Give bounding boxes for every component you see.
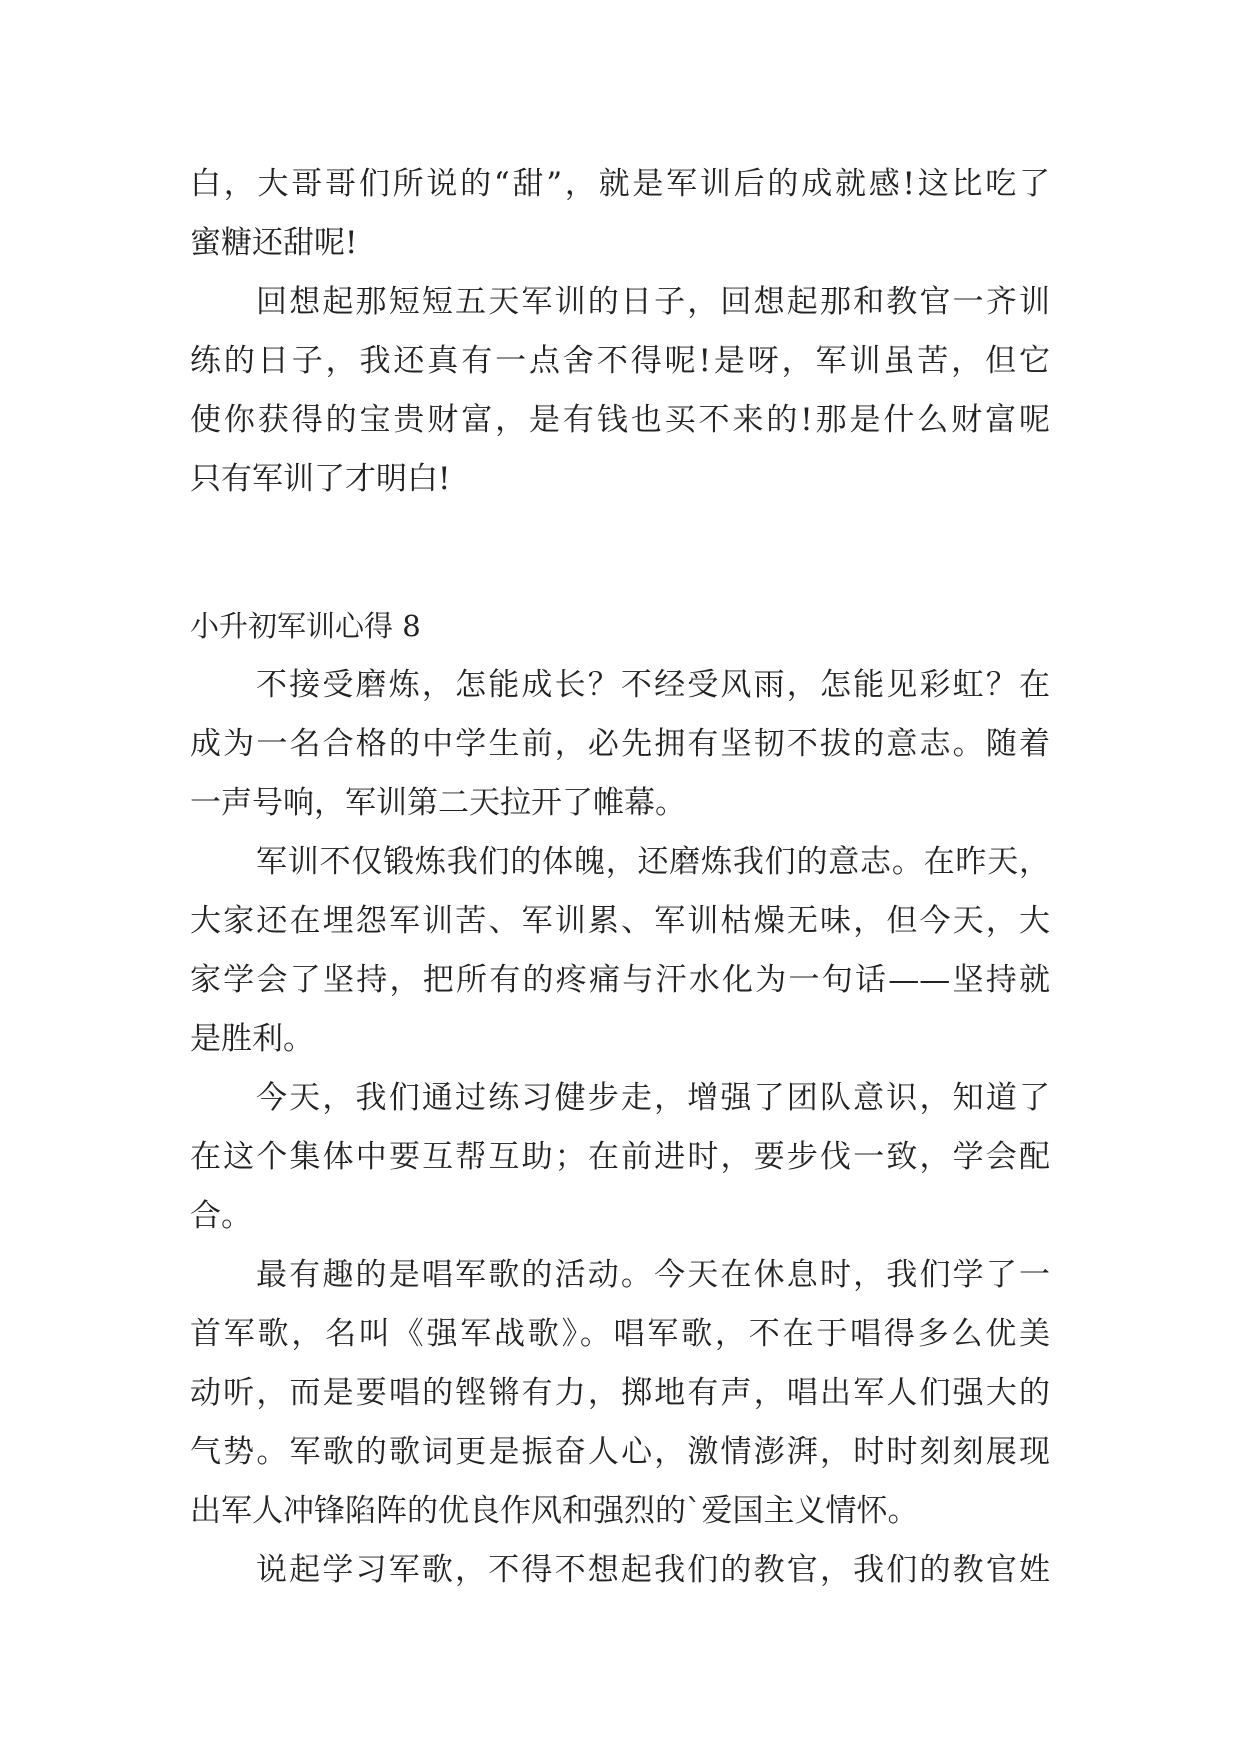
text-line: 说起学习军歌，不得不想起我们的教官，我们的教官姓 — [256, 1552, 1050, 1588]
paragraph — [190, 833, 1050, 1069]
text-line: 练的日子，我还真有一点舍不得呢!是呀，军训虽苦，但它 — [190, 343, 1050, 379]
paragraph — [190, 273, 1050, 509]
text-line: 首军歌，名叫《强军战歌》。唱军歌，不在于唱得多么优美 — [190, 1316, 1050, 1352]
text-line: 家学会了坚持，把所有的疼痛与汗水化为一句话——坚持就 — [190, 962, 1050, 998]
text-line: 今天，我们通过练习健步走，增强了团队意识，知道了 — [256, 1080, 1050, 1116]
text-line: 成为一名合格的中学生前，必先拥有坚韧不拔的意志。随着 — [190, 726, 1050, 762]
text-line: 最有趣的是唱军歌的活动。今天在休息时，我们学了一 — [256, 1257, 1050, 1293]
text-line: 军训不仅锻炼我们的体魄，还磨炼我们的意志。在昨天， — [256, 844, 1050, 880]
text-line: 合。 — [190, 1198, 252, 1234]
text-line: 白，大哥哥们所说的“甜”，就是军训后的成就感!这比吃了 — [190, 166, 1050, 202]
paragraph — [190, 1246, 1050, 1541]
text-line: 在这个集体中要互帮互助；在前进时，要步伐一致，学会配 — [190, 1139, 1050, 1175]
paragraph-intro — [190, 155, 1050, 273]
text-line: 一声号响，军训第二天拉开了帷幕。 — [190, 785, 686, 821]
document-body — [190, 155, 1050, 1600]
text-line: 蜜糖还甜呢! — [190, 225, 358, 261]
text-line: 是胜利。 — [190, 1021, 314, 1057]
text-line: 使你获得的宝贵财富，是有钱也买不来的!那是什么财富呢 — [190, 402, 1050, 438]
text-line: 回想起那短短五天军训的日子，回想起那和教官一齐训 — [256, 284, 1050, 320]
paragraph — [190, 1541, 1050, 1600]
section-heading: 小升初军训心得 8 — [190, 609, 421, 643]
text-line: 大家还在埋怨军训苦、军训累、军训枯燥无味，但今天，大 — [190, 903, 1050, 939]
paragraph — [190, 656, 1050, 833]
text-line: 气势。军歌的歌词更是振奋人心，激情澎湃，时时刻刻展现 — [190, 1434, 1050, 1470]
text-line: 出军人冲锋陷阵的优良作风和强烈的`爱国主义情怀。 — [190, 1493, 919, 1529]
paragraph — [190, 1069, 1050, 1246]
text-line: 只有军训了才明白! — [190, 461, 451, 497]
text-line: 不接受磨炼，怎能成长？不经受风雨，怎能见彩虹？在 — [256, 667, 1050, 703]
text-line: 动听，而是要唱的铿锵有力，掷地有声，唱出军人们强大的 — [190, 1375, 1050, 1411]
